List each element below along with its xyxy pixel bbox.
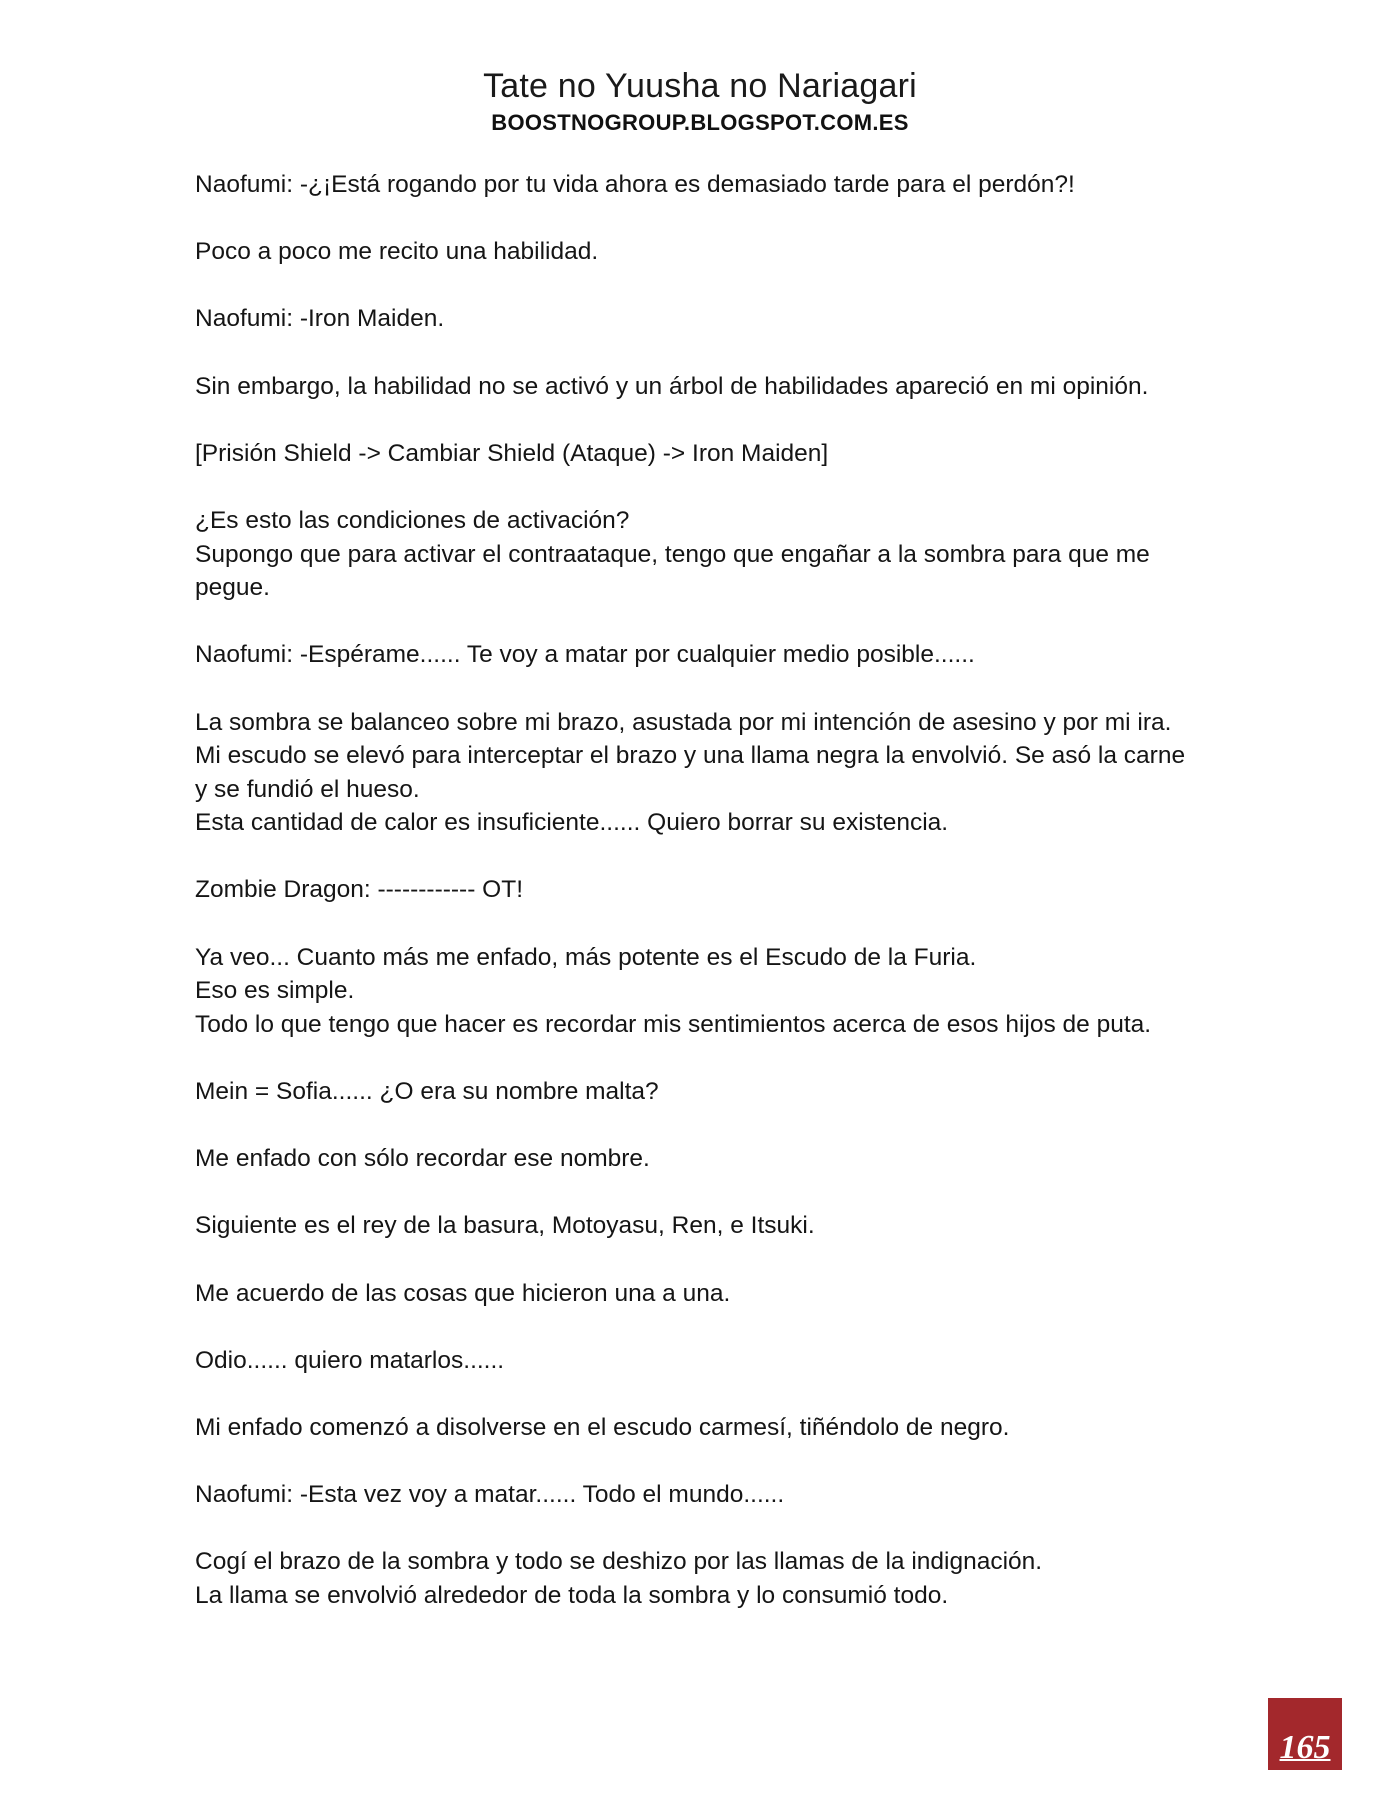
text-line: Siguiente es el rey de la basura, Motoyasu, Ren, e Itsuki. [195, 1212, 815, 1240]
text-line: Mein = Sofia...... ¿O era su nombre malta? [195, 1078, 659, 1106]
text-line: La llama se envolvió alrededor de toda la sombra y lo consumió todo. [195, 1581, 949, 1609]
text-line: Poco a poco me recito una habilidad. [195, 238, 599, 266]
text-line: Supongo que para activar el contraataque, tengo que engañar a la sombra para que me [195, 540, 1150, 568]
page-number-badge [1268, 1698, 1342, 1770]
page-header [0, 64, 1400, 138]
text-line: Esta cantidad de calor es insuficiente...... Quiero borrar su existencia. [195, 809, 949, 837]
text-line: Cogí el brazo de la sombra y todo se deshizo por las llamas de la indignación. [195, 1548, 1043, 1576]
paragraph [195, 1344, 1205, 1378]
paragraph [195, 1209, 1205, 1243]
text-line: Mi enfado comenzó a disolverse en el escudo carmesí, tiñéndolo de negro. [195, 1413, 1010, 1441]
text-line: Naofumi: -Esta vez voy a matar...... Todo el mundo...... [195, 1481, 785, 1509]
text-line: Zombie Dragon: ------------ OT! [195, 876, 524, 904]
document-title: Tate no Yuusha no Nariagari [483, 67, 917, 105]
paragraph [195, 370, 1205, 404]
text-line: ¿Es esto las condiciones de activación? [195, 506, 630, 534]
paragraph [195, 1411, 1205, 1445]
paragraph [195, 235, 1205, 269]
page-number: 165 [1279, 1729, 1331, 1766]
text-line: Naofumi: -¿¡Está rogando por tu vida ahora es demasiado tarde para el perdón?! [195, 171, 1075, 198]
paragraph [195, 638, 1205, 672]
text-line: La sombra se balanceo sobre mi brazo, asustada por mi intención de asesino y por mi ira. [195, 708, 1172, 736]
text-line: pegue. [195, 574, 270, 602]
paragraph [195, 873, 1205, 907]
paragraph [195, 1277, 1205, 1311]
text-line: Sin embargo, la habilidad no se activó y un árbol de habilidades apareció en mi opinión. [195, 372, 1149, 400]
text-line: [Prisión Shield -> Cambiar Shield (Ataque) -> Iron Maiden] [195, 439, 829, 467]
paragraph [195, 504, 1205, 605]
paragraph [195, 302, 1205, 336]
document-subtitle: BOOSTNOGROUP.BLOGSPOT.COM.ES [491, 110, 909, 135]
paragraph [195, 1545, 1205, 1612]
paragraph [195, 437, 1205, 471]
text-line: Naofumi: -Espérame...... Te voy a matar por cualquier medio posible...... [195, 641, 975, 669]
paragraph [195, 168, 1205, 202]
text-line: Odio...... quiero matarlos...... [195, 1346, 505, 1374]
text-line: Todo lo que tengo que hacer es recordar mis sentimientos acerca de esos hijos de puta. [195, 1010, 1152, 1038]
text-line: Me acuerdo de las cosas que hicieron una a una. [195, 1279, 731, 1307]
text-line: Mi escudo se elevó para interceptar el brazo y una llama negra la envolvió. Se asó la carne [195, 742, 1186, 770]
paragraph [195, 1142, 1205, 1176]
text-line: Ya veo... Cuanto más me enfado, más potente es el Escudo de la Furia. [195, 943, 977, 971]
text-line: Me enfado con sólo recordar ese nombre. [195, 1145, 650, 1173]
text-line: y se fundió el hueso. [195, 775, 420, 803]
text-line: Naofumi: -Iron Maiden. [195, 305, 445, 333]
paragraph [195, 1075, 1205, 1109]
paragraph [195, 941, 1205, 1042]
document-body [195, 168, 1205, 1646]
text-line: Eso es simple. [195, 977, 355, 1005]
paragraph [195, 706, 1205, 840]
paragraph [195, 1478, 1205, 1512]
